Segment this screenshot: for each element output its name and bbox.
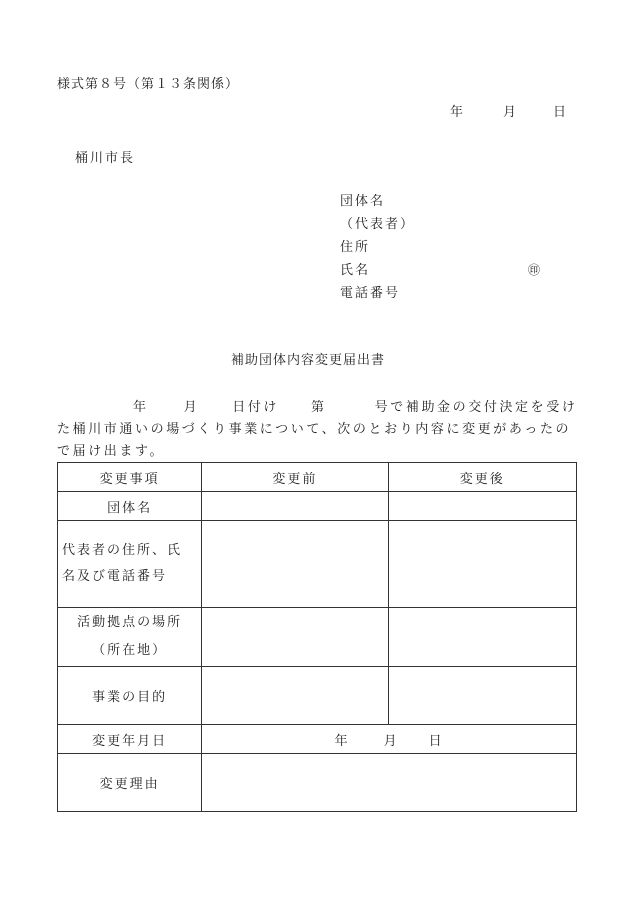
cell-before-group-name [202, 492, 388, 521]
header-before: 変更前 [202, 463, 388, 492]
date-year-label: 年 [450, 105, 466, 120]
cell-before-location [202, 608, 388, 667]
body-dated: 日付け [232, 400, 280, 415]
addressee: 桶川市長 [75, 151, 136, 166]
cell-after-location [388, 608, 576, 667]
group-name-label: 団体名 [340, 194, 386, 209]
header-item: 変更事項 [58, 463, 202, 492]
table-header-row [58, 463, 577, 492]
cell-before-purpose [202, 667, 388, 725]
body-number-prefix: 第 [311, 400, 327, 415]
header-after: 変更後 [388, 463, 576, 492]
seal-mark: ㊞ [528, 263, 543, 277]
cell-reason [202, 754, 577, 812]
cell-before-representative [202, 521, 388, 608]
change-table [57, 462, 577, 812]
table-row [58, 492, 577, 521]
form-number: 様式第８号（第１３条関係） [57, 77, 240, 92]
date-month-label: 月 [503, 105, 519, 120]
row-label-change-date: 変更年月日 [58, 725, 202, 754]
body-paragraph [57, 397, 582, 463]
row-label-location [58, 608, 202, 667]
document-title: 補助団体内容変更届出書 [231, 353, 386, 368]
name-label: 氏名 [340, 263, 371, 278]
submission-date [450, 101, 568, 120]
row-label-reason: 変更理由 [58, 754, 202, 812]
change-date-year: 年 [334, 733, 350, 749]
cell-after-group-name [388, 492, 576, 521]
row-label-location-line2: （所在地） [92, 643, 168, 658]
phone-label: 電話番号 [340, 286, 401, 301]
change-date-day: 日 [428, 733, 444, 749]
representative-label: （代表者） [340, 217, 416, 232]
name-row [340, 259, 543, 282]
cell-change-date [202, 725, 577, 754]
row-label-representative-line1: 代表者の住所、氏 [62, 543, 183, 558]
row-label-representative [58, 521, 202, 608]
applicant-block [340, 190, 543, 305]
body-sentence: 号で補助金の交付決定を受けた桶川市通いの場づくり事業について、次のとおり内容に変更があったので届け出ます。 [57, 400, 578, 459]
address-label: 住所 [340, 240, 371, 255]
body-year: 年 [133, 400, 149, 415]
table-row [58, 754, 577, 812]
table-row [58, 667, 577, 725]
change-date-month: 月 [383, 733, 399, 749]
cell-after-purpose [388, 667, 576, 725]
cell-after-representative [388, 521, 576, 608]
row-label-representative-line2: 名及び電話番号 [62, 569, 168, 584]
table-row [58, 725, 577, 754]
body-month: 月 [183, 400, 200, 415]
row-label-location-line1: 活動拠点の場所 [77, 615, 183, 630]
row-label-group-name: 団体名 [58, 492, 202, 521]
date-day-label: 日 [553, 105, 569, 120]
table-row [58, 608, 577, 667]
table-row [58, 521, 577, 608]
row-label-purpose: 事業の目的 [58, 667, 202, 725]
